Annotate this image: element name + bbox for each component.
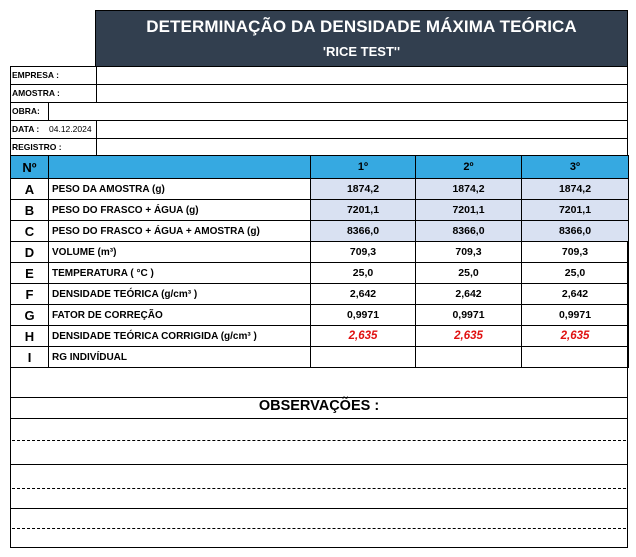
info-row-data: [10, 120, 628, 138]
divider: [10, 508, 628, 509]
row-value-2: 25,0: [416, 263, 522, 284]
row-letter: B: [11, 200, 49, 221]
header-desc: [49, 156, 311, 179]
row-value-3: 2,635: [522, 326, 629, 347]
info-row-registro: [10, 138, 628, 156]
row-letter: D: [11, 242, 49, 263]
row-letter: G: [11, 305, 49, 326]
info-date-value: 04.12.2024: [49, 124, 92, 134]
table-row: [11, 284, 629, 305]
row-label: VOLUME (m³): [49, 242, 311, 263]
info-row-obra: [10, 102, 628, 120]
row-letter: I: [11, 347, 49, 368]
row-value-1: 709,3: [311, 242, 416, 263]
table-row: [11, 242, 629, 263]
row-letter: A: [11, 179, 49, 200]
row-label: RG INDIVÍDUAL: [49, 347, 311, 368]
row-label: PESO DO FRASCO + ÁGUA + AMOSTRA (g): [49, 221, 311, 242]
observation-line: [12, 528, 626, 529]
row-value-1: 2,642: [311, 284, 416, 305]
table-row: [11, 347, 629, 368]
observation-line: [12, 440, 626, 441]
row-value-2: 709,3: [416, 242, 522, 263]
row-value-2: 7201,1: [416, 200, 522, 221]
row-value-2: 1874,2: [416, 179, 522, 200]
row-value-3: 0,9971: [522, 305, 629, 326]
divider: [10, 464, 628, 465]
table-header-row: [11, 156, 629, 179]
row-letter: F: [11, 284, 49, 305]
density-table: [10, 155, 629, 368]
header-num: Nº: [11, 156, 49, 179]
info-label: REGISTRO :: [12, 142, 62, 152]
row-label: DENSIDADE TEÓRICA CORRIGIDA (g/cm³ ): [49, 326, 311, 347]
row-value-3: 2,642: [522, 284, 629, 305]
row-letter: C: [11, 221, 49, 242]
row-value-1: 7201,1: [311, 200, 416, 221]
row-value-1: 25,0: [311, 263, 416, 284]
row-label: DENSIDADE TEÓRICA (g/cm³ ): [49, 284, 311, 305]
row-value-1: [311, 347, 416, 368]
divider: [10, 418, 628, 419]
table-row: [11, 305, 629, 326]
row-label: TEMPERATURA ( °C ): [49, 263, 311, 284]
info-label: OBRA:: [12, 106, 40, 116]
row-value-2: 2,635: [416, 326, 522, 347]
table-row: [11, 200, 629, 221]
row-value-2: 8366,0: [416, 221, 522, 242]
logo-area: [10, 10, 96, 66]
page-subtitle: 'RICE TEST'': [322, 44, 401, 59]
row-value-1: 1874,2: [311, 179, 416, 200]
header-band: [96, 11, 627, 66]
row-value-3: 25,0: [522, 263, 629, 284]
page-title: DETERMINAÇÃO DA DENSIDADE MÁXIMA TEÓRICA: [146, 17, 577, 36]
row-value-3: 1874,2: [522, 179, 629, 200]
observation-line: [12, 488, 626, 489]
info-label: EMPRESA :: [12, 70, 59, 80]
row-value-1: 8366,0: [311, 221, 416, 242]
row-value-2: 2,642: [416, 284, 522, 305]
observations-title: OBSERVAÇÕES :: [258, 398, 380, 414]
header-col-1: 1º: [311, 156, 416, 179]
info-row-amostra: [10, 84, 628, 102]
row-value-2: [416, 347, 522, 368]
row-value-1: 0,9971: [311, 305, 416, 326]
info-label: DATA :: [12, 124, 40, 134]
row-value-3: 709,3: [522, 242, 629, 263]
table-row: [11, 263, 629, 284]
table-row: [11, 326, 629, 347]
row-value-3: 8366,0: [522, 221, 629, 242]
header-col-3: 3º: [522, 156, 629, 179]
header-col-2: 2º: [416, 156, 522, 179]
row-letter: E: [11, 263, 49, 284]
info-row-empresa: [10, 66, 628, 84]
row-label: PESO DA AMOSTRA (g): [49, 179, 311, 200]
table-row: [11, 179, 629, 200]
row-label: PESO DO FRASCO + ÁGUA (g): [49, 200, 311, 221]
row-value-3: 7201,1: [522, 200, 629, 221]
row-value-3: [522, 347, 629, 368]
row-letter: H: [11, 326, 49, 347]
row-label: FATOR DE CORREÇÃO: [49, 305, 311, 326]
info-label: AMOSTRA :: [12, 88, 60, 98]
row-value-2: 0,9971: [416, 305, 522, 326]
table-row: [11, 221, 629, 242]
row-value-1: 2,635: [311, 326, 416, 347]
